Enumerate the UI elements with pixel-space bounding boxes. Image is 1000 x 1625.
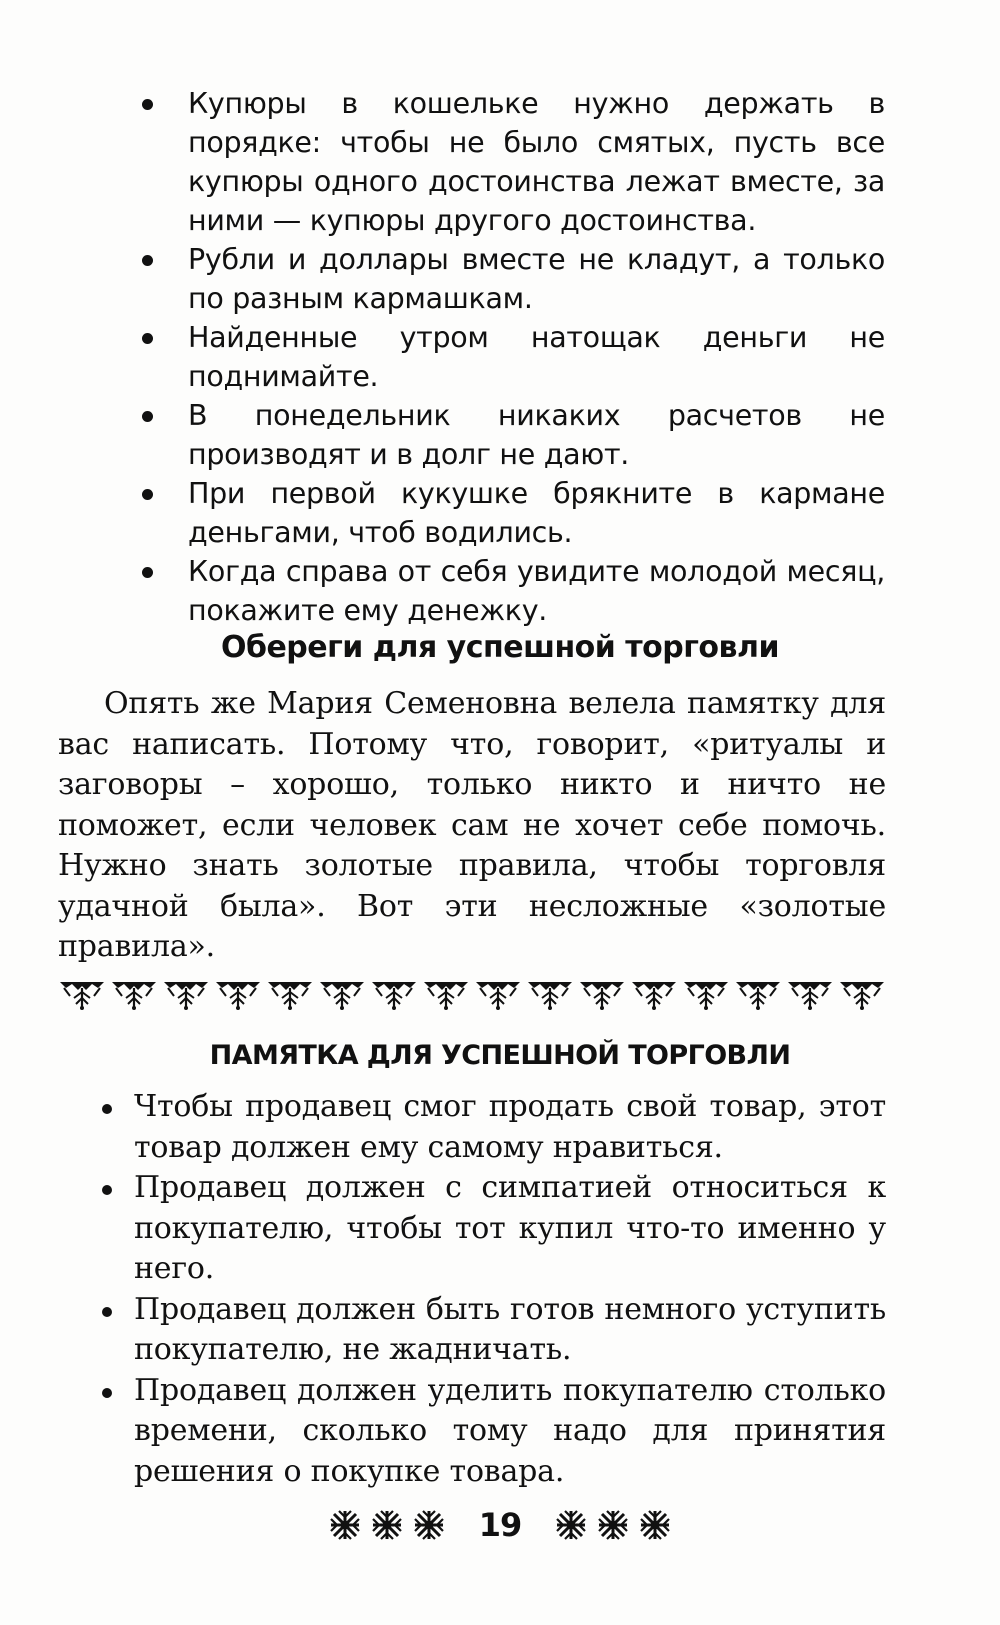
snowflake-ornament-icon (838, 978, 886, 1010)
snowflake-ornament-icon (474, 978, 522, 1010)
snowflake-ornament-icon (630, 978, 678, 1010)
list-item: Купюры в кошельке нужно держать в порядке: чтобы не было смятых, пусть все купюры одного достоинства лежат вместе, за ними — купюры другого достоинства. (140, 84, 885, 240)
money-tips-list (140, 84, 885, 630)
snowflake-icon (371, 1509, 403, 1541)
list-item: Найденные утром натощак деньги не поднимайте. (140, 318, 885, 396)
page-footer (0, 1505, 1000, 1545)
snowflake-icon (329, 1509, 361, 1541)
snowflake-ornament-icon (422, 978, 470, 1010)
snowflake-icon (555, 1509, 587, 1541)
page-number: 19 (478, 1506, 522, 1544)
list-item: В понедельник никаких расчетов не производят и в долг не дают. (140, 396, 885, 474)
snowflake-ornament-icon (526, 978, 574, 1010)
snowflake-icon (639, 1509, 671, 1541)
snowflake-ornament-icon (110, 978, 158, 1010)
ornament-divider (58, 977, 886, 1011)
list-item: Когда справа от себя увидите молодой месяц, покажите ему денежку. (140, 552, 885, 630)
section-heading-amulets: Обереги для успешной торговли (221, 630, 779, 665)
snowflake-ornament-icon (682, 978, 730, 1010)
snowflake-ornament-icon (266, 978, 314, 1010)
section-heading-trade-memo: ПАМЯТКА ДЛЯ УСПЕШНОЙ ТОРГОВЛИ (209, 1040, 791, 1071)
list-item: Чтобы продавец смог продать свой товар, этот товар должен ему самому нравиться. (98, 1087, 886, 1168)
snowflake-ornament-icon (578, 978, 626, 1010)
snowflake-ornament-icon (162, 978, 210, 1010)
snowflake-ornament-icon (370, 978, 418, 1010)
snowflake-icon (597, 1509, 629, 1541)
list-item: При первой кукушке брякните в кармане деньгами, чтоб водились. (140, 474, 885, 552)
snowflake-ornament-icon (318, 978, 366, 1010)
trade-rules-list (98, 1087, 886, 1492)
snowflake-ornament-icon (734, 978, 782, 1010)
list-item: Рубли и доллары вместе не кладут, а только по разным кармашкам. (140, 240, 885, 318)
list-item: Продавец должен быть готов немного уступить покупателю, не жадничать. (98, 1290, 886, 1371)
snowflake-ornament-icon (58, 978, 106, 1010)
snowflake-icon (413, 1509, 445, 1541)
list-item: Продавец должен с симпатией относиться к покупателю, чтобы тот купил что-то именно у него. (98, 1168, 886, 1290)
snowflake-ornament-icon (214, 978, 262, 1010)
list-item: Продавец должен уделить покупателю столько времени, сколько тому надо для принятия решения о покупке товара. (98, 1371, 886, 1493)
intro-paragraph: Опять же Мария Семеновна велела памятку для вас написать. Потому что, говорит, «ритуалы и заговоры – хорошо, только никто и ничто не поможет, если человек сам не хочет себе помочь. Нужно знать золотые правила, чтобы торговля удачной была». Вот эти несложные «золотые правила». (58, 686, 886, 964)
snowflake-ornament-icon (786, 978, 834, 1010)
